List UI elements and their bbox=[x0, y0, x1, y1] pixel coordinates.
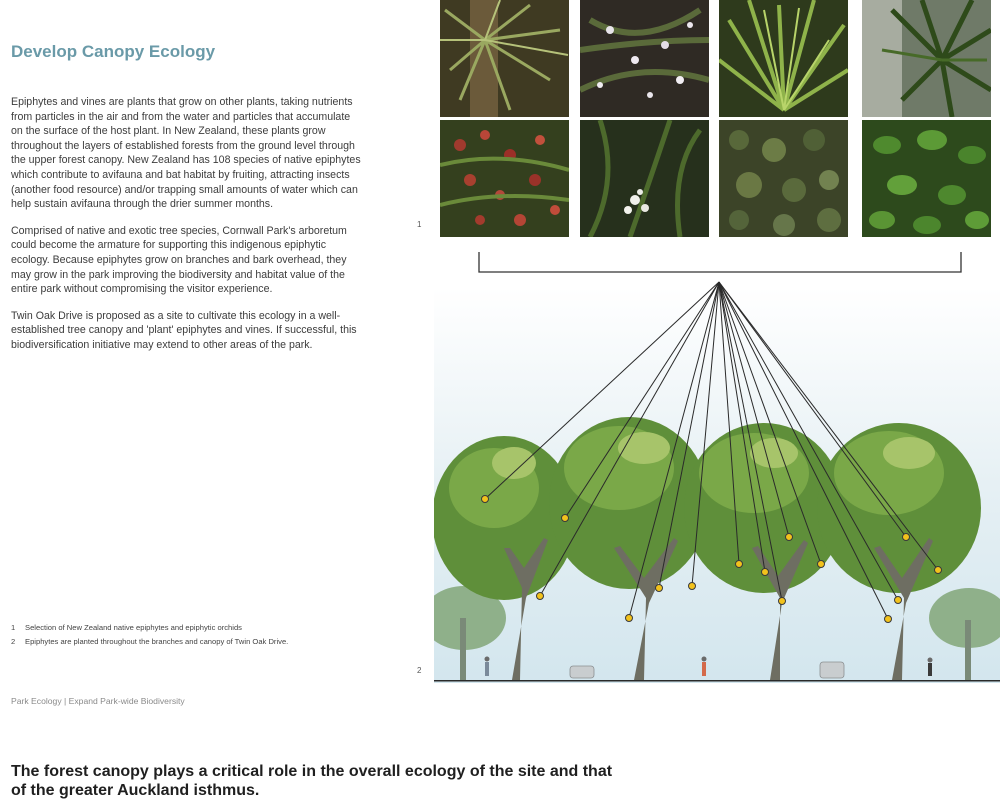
figure-number-1: 1 bbox=[417, 220, 422, 229]
section-footer-label: Park Ecology | Expand Park-wide Biodiversity bbox=[11, 696, 185, 706]
paragraph-1: Epiphytes and vines are plants that grow on other plants, taking nutrients from particles in the air and from the water and particles that accumulate on the surface of the host plant. In New Zealand, these plants grow throughout the layers of established forests from the ground level through the upper forest canopy. New Zealand has 108 species of native epiphytes which contribute to avifauna and bat habitat by fruiting, attracting insects (another food resource) and/or trapping small amounts of water which can help sustain avifauna through the drier summer months. bbox=[11, 96, 361, 211]
figure-note bbox=[11, 637, 321, 647]
page-title: Develop Canopy Ecology bbox=[11, 42, 216, 61]
note-text: Selection of New Zealand native epiphytes and epiphytic orchids bbox=[25, 623, 242, 632]
note-number: 1 bbox=[11, 623, 16, 632]
figure-notes bbox=[11, 623, 321, 651]
epiphyte-photo bbox=[440, 120, 569, 237]
figure-note bbox=[11, 623, 321, 633]
epiphyte-photo bbox=[580, 120, 709, 237]
note-number: 2 bbox=[11, 637, 16, 646]
epiphyte-photo bbox=[862, 0, 991, 117]
epiphyte-photo bbox=[440, 0, 569, 117]
figure-number-2: 2 bbox=[417, 666, 422, 675]
paragraph-3: Twin Oak Drive is proposed as a site to cultivate this ecology in a well-established tree canopy and 'plant' epiphytes and vines. If successful, this biodiversification initiative may extend to other areas of the park. bbox=[11, 309, 357, 351]
body-text bbox=[11, 95, 363, 365]
note-text: Epiphytes are planted throughout the branches and canopy of Twin Oak Drive. bbox=[25, 637, 289, 646]
paragraph-2: Comprised of native and exotic tree species, Cornwall Park's arboretum could become the armature for supporting this indigenous epiphytic ecology. Because epiphytes grow on branches and bark overhead, they may grow in the park improving the biodiversity and habitat value of the entire park without compromising the visitor experience. bbox=[11, 224, 347, 296]
epiphyte-photo bbox=[862, 120, 991, 237]
epiphyte-photo bbox=[719, 120, 848, 237]
bracket-line bbox=[479, 252, 961, 272]
canopy-section-illustration bbox=[434, 248, 1000, 688]
page-caption: The forest canopy plays a critical role in the overall ecology of the site and that of the greater Auckland isthmus. bbox=[11, 763, 613, 799]
epiphyte-photo bbox=[580, 0, 709, 117]
epiphyte-photo bbox=[719, 0, 848, 117]
